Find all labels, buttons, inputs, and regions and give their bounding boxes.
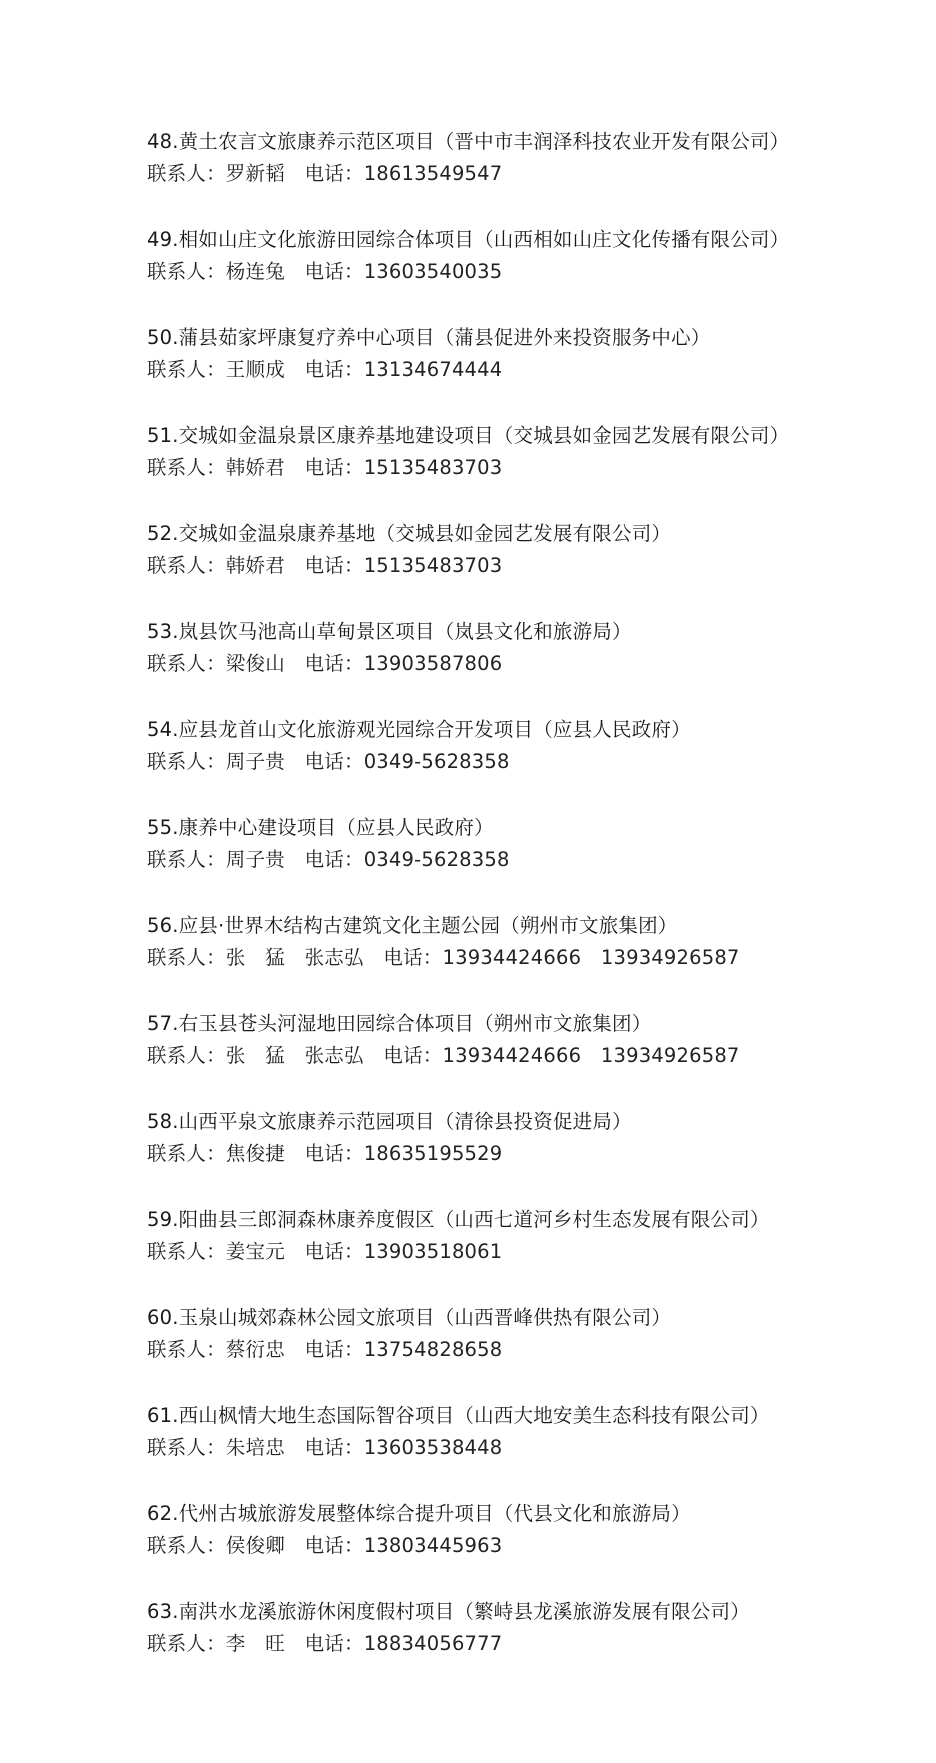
project-list [147, 126, 907, 1694]
project-contact: 联系人：王顺成 电话：13134674444 [147, 358, 503, 381]
project-contact: 联系人：张 猛 张志弘 电话：13934424666 13934926587 [147, 1044, 740, 1067]
project-title: 51.交城如金温泉景区康养基地建设项目（交城县如金园艺发展有限公司） [147, 424, 790, 447]
list-item [147, 322, 907, 420]
project-contact: 联系人：张 猛 张志弘 电话：13934424666 13934926587 [147, 946, 740, 969]
list-item [147, 224, 907, 322]
list-item [147, 126, 907, 224]
project-contact: 联系人：蔡衍忠 电话：13754828658 [147, 1338, 503, 1361]
project-contact: 联系人：罗新韬 电话：18613549547 [147, 162, 503, 185]
project-contact: 联系人：杨连兔 电话：13603540035 [147, 260, 503, 283]
list-item [147, 1302, 907, 1400]
list-item [147, 714, 907, 812]
project-title: 53.岚县饮马池高山草甸景区项目（岚县文化和旅游局） [147, 620, 632, 643]
project-contact: 联系人：梁俊山 电话：13903587806 [147, 652, 503, 675]
project-title: 61.西山枫情大地生态国际智谷项目（山西大地安美生态科技有限公司） [147, 1404, 770, 1427]
project-contact: 联系人：韩娇君 电话：15135483703 [147, 554, 503, 577]
project-contact: 联系人：周子贵 电话：0349-5628358 [147, 750, 510, 773]
project-title: 62.代州古城旅游发展整体综合提升项目（代县文化和旅游局） [147, 1502, 691, 1525]
list-item [147, 812, 907, 910]
list-item [147, 518, 907, 616]
project-title: 54.应县龙首山文化旅游观光园综合开发项目（应县人民政府） [147, 718, 691, 741]
list-item [147, 1204, 907, 1302]
project-contact: 联系人：朱培忠 电话：13603538448 [147, 1436, 503, 1459]
list-item [147, 1106, 907, 1204]
project-contact: 联系人：姜宝元 电话：13903518061 [147, 1240, 503, 1263]
list-item [147, 1596, 907, 1694]
project-title: 56.应县·世界木结构古建筑文化主题公园（朔州市文旅集团） [147, 914, 678, 937]
list-item [147, 1400, 907, 1498]
project-title: 57.右玉县苍头河湿地田园综合体项目（朔州市文旅集团） [147, 1012, 652, 1035]
list-item [147, 1498, 907, 1596]
project-title: 55.康养中心建设项目（应县人民政府） [147, 816, 494, 839]
project-title: 50.蒲县茹家坪康复疗养中心项目（蒲县促进外来投资服务中心） [147, 326, 711, 349]
list-item [147, 420, 907, 518]
project-contact: 联系人：侯俊卿 电话：13803445963 [147, 1534, 503, 1557]
project-title: 59.阳曲县三郎洞森林康养度假区（山西七道河乡村生态发展有限公司） [147, 1208, 770, 1231]
project-title: 49.相如山庄文化旅游田园综合体项目（山西相如山庄文化传播有限公司） [147, 228, 790, 251]
project-contact: 联系人：韩娇君 电话：15135483703 [147, 456, 503, 479]
project-contact: 联系人：李 旺 电话：18834056777 [147, 1632, 503, 1655]
project-title: 60.玉泉山城郊森林公园文旅项目（山西晋峰供热有限公司） [147, 1306, 672, 1329]
list-item [147, 1008, 907, 1106]
project-title: 58.山西平泉文旅康养示范园项目（清徐县投资促进局） [147, 1110, 632, 1133]
project-contact: 联系人：周子贵 电话：0349-5628358 [147, 848, 510, 871]
project-title: 63.南洪水龙溪旅游休闲度假村项目（繁峙县龙溪旅游发展有限公司） [147, 1600, 750, 1623]
project-title: 48.黄土农言文旅康养示范区项目（晋中市丰润泽科技农业开发有限公司） [147, 130, 790, 153]
project-title: 52.交城如金温泉康养基地（交城县如金园艺发展有限公司） [147, 522, 672, 545]
project-contact: 联系人：焦俊捷 电话：18635195529 [147, 1142, 503, 1165]
list-item [147, 616, 907, 714]
list-item [147, 910, 907, 1008]
